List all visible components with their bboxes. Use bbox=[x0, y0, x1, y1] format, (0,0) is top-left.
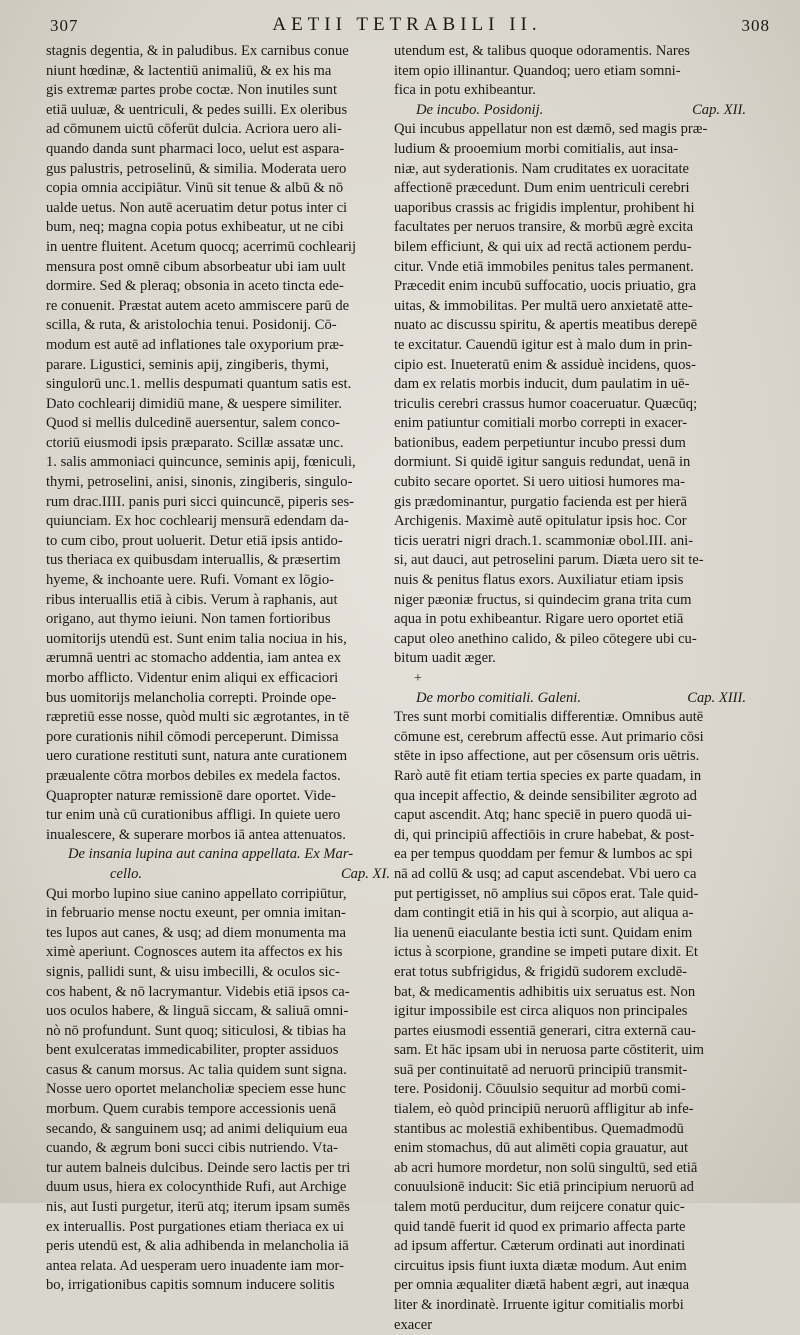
text-line: bationibus, eadem perpetiuntur incubo pressi dum bbox=[394, 434, 686, 451]
text-line: circuitus ipsis fiunt iuxta diætæ modum. Aut enim bbox=[394, 1257, 687, 1274]
text-line: bat, & medicamentis adhibitis uix seruatus est. Non bbox=[394, 983, 696, 1000]
text-line: morbo afflicto. Videntur enim aliqui ex efficaciori bbox=[46, 670, 339, 686]
text-line: bus uomitorijs melancholia correpti. Proinde ope- bbox=[46, 689, 337, 706]
text-line: qua incepit affectio, & deinde sensibiliter ægroto ad bbox=[394, 787, 697, 804]
text-line: niæ, aut syderationis. Nam cruditates ex uoracitate bbox=[394, 160, 690, 177]
text-line: copia omnia accipiātur. Vinū sit tenue & albū & nō bbox=[46, 180, 344, 197]
text-line: di, qui principiū affectiōis in crure habebat, & post- bbox=[394, 826, 695, 843]
text-line: cubito secare oportet. Si uero uitiosi humores ma- bbox=[394, 474, 685, 491]
text-line: nò nō profundunt. Sunt quoq; siticulosi, & tibias ha bbox=[46, 1022, 346, 1039]
running-title: AETII TETRABILI II. bbox=[272, 14, 542, 35]
text-line: facultates per neruos transire, & morbū ægrè excita bbox=[394, 219, 694, 236]
chapter-heading-title: De insania lupina aut canina appellata. Ex Mar- bbox=[68, 846, 354, 863]
text-line: bum, neq; magna copia potus exhibeatur, ut ne cibi bbox=[46, 219, 344, 236]
text-line: ictus à scorpione, grandine se impeti putare dixit. Et bbox=[394, 944, 698, 961]
text-line: ex interuallis. Post purgationes etiam theriaca ex ui bbox=[46, 1218, 345, 1235]
text-line: tur autem balneis dulcibus. Deinde sero lactis per tri bbox=[46, 1159, 351, 1176]
text-line: dormire. Sed & pleraq; obsonia in aceto tincta ede- bbox=[46, 278, 344, 295]
text-line: mensura post omnē cibum absorbeatur ubi iam uult bbox=[46, 258, 346, 275]
text-line: Rarò autē fit etiam tertia species ex parte quadam, in bbox=[394, 767, 702, 784]
text-line: bilem efficiunt, & qui uix ad rectā actionem perdu- bbox=[394, 238, 692, 255]
chapter-number: Cap. XIII. bbox=[687, 689, 746, 706]
text-line: quando danda sunt pharmaci loco, uelut est aspara- bbox=[46, 140, 345, 157]
text-line: aqua in potu exhibeantur. Rigare uero oportet etiā bbox=[394, 611, 684, 628]
text-line: tur enim unà cū curationibus affligi. In quiete uero bbox=[46, 807, 341, 824]
text-line: put pertigisset, nō amplius sui cōpos erat. Tale quid- bbox=[394, 885, 699, 902]
marginal-mark: + bbox=[414, 671, 422, 686]
text-line: ualde uetus. Non autē aceruatim detur potus inter ci bbox=[46, 199, 348, 216]
right-page-number: 308 bbox=[741, 16, 770, 35]
text-line: 1. salis ammoniaci quincunce, seminis apij, fœniculi, bbox=[46, 454, 356, 471]
text-line: gis prædominantur, purgatio facienda est per hierā bbox=[394, 493, 687, 510]
text-line: tus theriaca ex quibusdam interuallis, & præsertim bbox=[46, 552, 341, 569]
text-line: antea relata. Ad uesperam uero inuadente iam mor- bbox=[46, 1257, 344, 1274]
text-line: Quapropter naturæ remissionē dare oportet. Vide- bbox=[46, 787, 336, 804]
text-line: bent exulceratas immedicabiliter, propter assiduos bbox=[46, 1042, 339, 1059]
chapter-number: Cap. XII. bbox=[692, 101, 746, 118]
text-line: modum est autē ad inflationes tale oxyporium præ- bbox=[46, 336, 344, 353]
text-line: dormiunt. Si quidē igitur sanguis redundat, uenā in bbox=[394, 454, 691, 471]
text-line: lia uenenū eiaculante bestia icti sunt. Quidam enim bbox=[394, 924, 693, 941]
chapter-heading bbox=[46, 845, 398, 865]
text-line: per omnia æqualiter diætā habent ægri, aut inæqua bbox=[394, 1277, 690, 1294]
text-line: Qui incubus appellatur non est dæmō, sed magis præ- bbox=[394, 121, 708, 138]
text-line: ab acri humore mordetur, non solū singultū, sed etiā bbox=[394, 1159, 698, 1176]
text-line: nuis & penitus flatus exors. Auxiliatur etiam ipsis bbox=[394, 572, 684, 589]
text-line: nis, aut Iusti purgetur, iterū atq; iterum ipsam sumēs bbox=[46, 1199, 350, 1216]
text-line: tere. Posidonij. Cōuulsio sequitur ad morbū comi- bbox=[394, 1081, 686, 1098]
left-text-column bbox=[46, 42, 398, 1296]
text-line: ludium & prooemium morbi comitialis, aut insa- bbox=[394, 140, 679, 157]
text-line: Tres sunt morbi comitialis differentiæ. Omnibus autē bbox=[394, 709, 704, 726]
text-line: peris utendū est, & alia adhibenda in melancholia iā bbox=[46, 1238, 349, 1255]
text-line: signis, pallidi sunt, & uisu imbecilli, & oculos sic- bbox=[46, 963, 340, 980]
text-line: ad cōmunem uictū cōferūt dulcia. Acriora uero ali- bbox=[46, 121, 342, 138]
text-line: in februario mense noctu exeunt, per omnia imitan- bbox=[46, 905, 346, 922]
chapter-heading-title: cello. bbox=[110, 865, 143, 882]
text-line: etiā uuluæ, & uentriculi, & pedes suilli. Ex oleribus bbox=[46, 101, 348, 118]
text-line: ea per tempus quoddam per femur & lumbos ac spi bbox=[394, 846, 693, 863]
text-line: cuando, & ægrum boni succi cibis nutriendo. Vta- bbox=[46, 1140, 338, 1157]
text-line: conuulsionē inducit: Sic etiā principium neruorū ad bbox=[394, 1179, 694, 1196]
text-line: enim patiuntur comitiali morbo correpti in exacer- bbox=[394, 415, 688, 432]
text-line: dam ex relatis morbis inducit, dum paulatim in uē- bbox=[394, 376, 690, 393]
text-line: morbum. Quem curabis tempore accessionis uenā bbox=[46, 1101, 337, 1118]
text-line: thymi, petroselini, anisi, sinonis, zingiberis, singulo- bbox=[46, 474, 353, 491]
text-line: hyeme, & inchoante uere. Rufi. Vomant ex lōgio- bbox=[46, 572, 335, 589]
text-line: ribus interuallis etiā à cibis. Verum à raphanis, aut bbox=[46, 591, 338, 608]
text-line: enim stomachus, dū aut alimēti copia grauatur, aut bbox=[394, 1140, 689, 1157]
chapter-heading bbox=[394, 689, 754, 709]
text-line: cos habent, & nō lacrymantur. Videbis etiā ipsos ca- bbox=[46, 983, 350, 1000]
text-line: ximè aperiunt. Cognosces autem ita affectos ex his bbox=[46, 944, 343, 961]
text-line: ræpretiū esse nosse, quòd multi sic ægrotantes, in tē bbox=[46, 709, 350, 726]
chapter-heading bbox=[394, 101, 754, 121]
text-line: pore curationis nihil cōmodi perceperunt. Dimissa bbox=[46, 728, 339, 745]
text-line: re conuenit. Præstat autem aceto ammiscere parū de bbox=[46, 297, 350, 314]
text-line: duum usus, hiera ex colocynthide Rufi, aut Archige bbox=[46, 1179, 347, 1196]
text-line: Dato cochlearij dimidiū mane, & uespere similiter. bbox=[46, 395, 342, 412]
text-line: bo, irrigationibus capitis somnum inducere solitis bbox=[46, 1277, 335, 1294]
text-line: cipio est. Inueteratū enim & assiduè incidens, quos- bbox=[394, 356, 696, 373]
text-line: liter & inordinatè. Irruente igitur comitialis morbi bbox=[394, 1297, 684, 1313]
text-line: uos oculos habere, & linguā siccam, & saliuā omni- bbox=[46, 1003, 349, 1020]
text-line: nā ad collū & usq; ad caput ascendebat. Vbi uero ca bbox=[394, 865, 697, 882]
text-line: caput oleo anethino calido, & pileo cōtegere ubi cu- bbox=[394, 630, 697, 647]
text-line: citur. Vnde etiā immobiles penitus tales permanent. bbox=[394, 258, 694, 275]
text-line: scilla, & ruta, & aristolochia tenui. Posidonij. Cō- bbox=[46, 317, 337, 334]
text-line: stantibus ac molestiā exhibentibus. Quemadmodū bbox=[394, 1120, 684, 1137]
text-line: rum drac.IIII. panis puri sicci quincuncē, piperis ses- bbox=[46, 493, 354, 510]
text-line: ticis ueratri nigri drach.1. scammoniæ obol.III. ani- bbox=[394, 532, 694, 549]
text-line: erat totus subfrigidus, & frigidū sudorem excludē- bbox=[394, 963, 688, 980]
right-text-column bbox=[394, 42, 754, 1335]
text-line: niunt hœdinæ, & lactentiū animaliū, & ex his ma bbox=[46, 62, 332, 79]
text-line: uero curatione restituti sunt, natura ante curationem bbox=[46, 748, 348, 765]
text-line: si, aut dauci, aut petroselini parum. Diæta uero sit te- bbox=[394, 552, 704, 569]
text-line: nuato ac discussu spiritu, & apertis meatibus derepē bbox=[394, 317, 698, 334]
running-head bbox=[44, 12, 770, 42]
text-line: ærumnā uentri ac stomacho addentia, iam antea ex bbox=[46, 650, 342, 667]
text-line: tes lupos aut canes, & usq; ad diem monumenta ma bbox=[46, 924, 346, 941]
text-line: affectionē præcedunt. Dum enim uentriculi cerebri bbox=[394, 180, 690, 197]
text-line: quid tandē fuerit id quod ex primario affecta parte bbox=[394, 1218, 686, 1235]
text-line: inualescere, & superare morbos iā antea attenuatos. bbox=[46, 826, 346, 843]
text-line: casus & canum morsus. Ac talia quidem sunt signa. bbox=[46, 1061, 347, 1078]
text-line: dam contingit etiā in his qui à scorpio, aut aliqua a- bbox=[394, 905, 694, 922]
text-line: caput ascendit. Atq; hanc speciē in puero quodā ui- bbox=[394, 807, 692, 824]
text-line: triculis cerebri crassus humor coaceruatur. Quæcūq; bbox=[394, 395, 698, 412]
text-line: te excitatur. Cauendū igitur est à malo dum in prin- bbox=[394, 336, 693, 353]
text-line: in uentre fluitent. Acetum quocq; acerrimū cochlearij bbox=[46, 238, 356, 255]
chapter-heading-title: De morbo comitiali. Galeni. bbox=[416, 689, 581, 706]
text-line: stēte in ipso affectione, aut per cōsensum oris uētris. bbox=[394, 748, 700, 765]
text-line: parare. Ligustici, seminis apij, zingiberis, thymi, bbox=[46, 356, 329, 373]
text-line: uitas, & immobilitas. Per multā uero anxietatē atte- bbox=[394, 297, 693, 314]
text-line: uomitorijs utendū est. Sunt enim talia nociua in his, bbox=[46, 630, 347, 647]
text-line: Præcedit enim incubū suffocatio, uocis priuatio, gra bbox=[394, 278, 697, 295]
text-line: fica in potu exhibeantur. bbox=[394, 82, 536, 99]
text-line: suā per continuitatē ad neruorū principiū transmit- bbox=[394, 1061, 688, 1078]
chapter-heading bbox=[46, 865, 398, 885]
text-line: Nosse uero oportet melancholiæ speciem esse hunc bbox=[46, 1081, 346, 1098]
text-line: origano, aut thymo ieiuni. Non tamen fortioribus bbox=[46, 611, 331, 628]
text-line: stagnis degentia, & in paludibus. Ex carnibus conue bbox=[46, 43, 349, 59]
text-line: sam. Et hāc ipsam ubi in neruosa parte cōstiterit, uim bbox=[394, 1042, 705, 1059]
text-line: to cum cibo, prout uoluerit. Detur etiā ipsis antido- bbox=[46, 532, 343, 549]
text-line: ad ipsum affertur. Cæterum ordinati aut inordinati bbox=[394, 1238, 686, 1255]
text-line: gus palustris, petroselinū, & similia. Moderata uero bbox=[46, 160, 347, 177]
chapter-number: Cap. XI. bbox=[340, 865, 390, 882]
text-line: partes eiusmodi essentiā generari, citra externā cau- bbox=[394, 1022, 696, 1039]
text-line: cōmune est, cerebrum affectū esse. Aut primario cōsi bbox=[394, 728, 704, 745]
text-line: tialem, eò quòd principiū neruorū affligitur ab infe- bbox=[394, 1101, 694, 1118]
text-line: secando, & sanguinem usq; ad animi deliquium eua bbox=[46, 1120, 348, 1137]
text-line: bitum uadit æger. bbox=[394, 650, 496, 667]
text-line: niger pæoniæ fructus, si quindecim grana trita cum bbox=[394, 591, 692, 608]
text-line: Archigenis. Maximè autē opitulatur ipsis hoc. Cor bbox=[394, 513, 687, 530]
text-line: utendum est, & talibus quoque odoramentis. Nares bbox=[394, 43, 690, 59]
text-line: gis extremæ partes probe coctæ. Non inutiles sunt bbox=[46, 82, 338, 99]
text-line: talem motū perducitur, dum reijcere conatur quic- bbox=[394, 1199, 685, 1216]
text-line: item opio illinantur. Quandoq; uero etiam somni- bbox=[394, 62, 681, 79]
text-line: ctoriū eiusmodi ipsis præparato. Scillæ assatæ unc. bbox=[46, 434, 344, 451]
text-line: exacer bbox=[394, 1316, 433, 1333]
chapter-heading-title: De incubo. Posidonij. bbox=[416, 101, 544, 118]
text-line: uaporibus crassis ac frigidis implentur, prohibent hi bbox=[394, 199, 695, 216]
text-line: quiunciam. Ex hoc cochlearij mensurā edendam da- bbox=[46, 513, 349, 530]
text-line: præualente cōtra morbos debiles ex medela factos. bbox=[46, 767, 341, 784]
text-line: Qui morbo lupino siue canino appellato corripiūtur, bbox=[46, 885, 347, 902]
text-line: Quod si mellis dulcedinē auersentur, salem conco- bbox=[46, 415, 341, 432]
left-page-number: 307 bbox=[50, 16, 79, 35]
text-line: igitur impossibile est circa aliquos non principales bbox=[394, 1003, 688, 1020]
text-line: singulorū unc.1. mellis despumati quantum satis est. bbox=[46, 376, 352, 393]
